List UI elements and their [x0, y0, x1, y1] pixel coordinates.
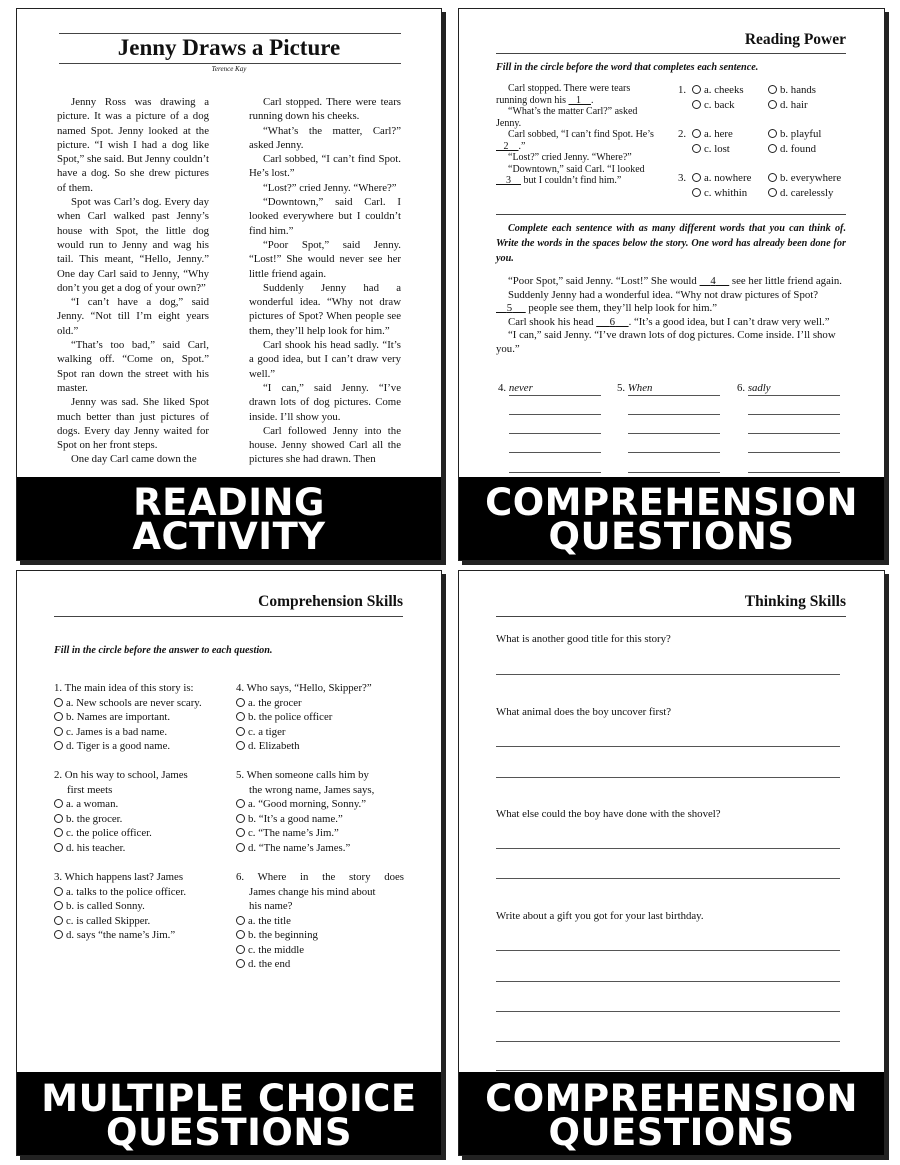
- answer-line[interactable]: [496, 1041, 840, 1042]
- paragraph: Carl shook his head sadly. “It’s a good idea, but I can’t draw very well.”: [249, 339, 401, 380]
- heading-rule: [496, 616, 846, 617]
- question-1: 1. The main idea of this story is: a. New schools are never scary. b. Names are important. c. James is a bad name. d. Tiger is a good name.: [54, 682, 202, 752]
- answer-line[interactable]: [748, 414, 840, 415]
- answer-line[interactable]: [496, 848, 840, 849]
- paragraph: “Downtown,” said Carl. I looked everywhere but I couldn’t find him.”: [249, 196, 401, 237]
- radio-circle[interactable]: [692, 188, 701, 197]
- thinking-question: What is another good title for this story?: [496, 633, 671, 645]
- blank-number: 2: [503, 140, 509, 152]
- paragraph: Jenny was sad. She liked Spot much better than just pictures of dogs. Every day Jenny waited for Spot on her front steps.: [57, 396, 209, 452]
- answer-line[interactable]: [748, 433, 840, 434]
- paragraph: Suddenly Jenny had a wonderful idea. “Why not draw pictures of Spot? When people see them, they’ll help look for him.”: [249, 281, 401, 337]
- story-author: Terence Kay: [211, 65, 247, 73]
- answer-5: 5. When: [617, 382, 653, 394]
- heading-rule: [54, 616, 403, 617]
- answer-line[interactable]: [496, 1070, 840, 1071]
- answer-line[interactable]: [496, 981, 840, 982]
- answer-6: 6. sadly: [737, 382, 771, 394]
- radio-circle[interactable]: [768, 129, 777, 138]
- radio-circle[interactable]: [768, 100, 777, 109]
- answer-line[interactable]: [509, 414, 601, 415]
- title-rule-bottom: [59, 63, 401, 64]
- radio-circle[interactable]: [54, 828, 63, 837]
- radio-circle[interactable]: [236, 727, 245, 736]
- question-4: 4. Who says, “Hello, Skipper?” a. the grocer b. the police officer c. a tiger d. Elizabeth: [236, 682, 372, 752]
- heading-rule: [496, 53, 846, 54]
- question-2: 2. On his way to school, James first meets a. a woman. b. the grocer. c. the police officer. d. his teacher.: [54, 769, 188, 854]
- radio-circle[interactable]: [236, 828, 245, 837]
- paragraph: Jenny Ross was drawing a picture. It was a picture of a dog named Spot. Jenny looked at the picture. “I wish I had a dog like Spot,” she said. But Jenny couldn’t have a dog. So she drew pictures of them.: [57, 96, 209, 194]
- answer-line[interactable]: [628, 395, 720, 396]
- instruction: Fill in the circle before the answer to each question.: [54, 645, 273, 656]
- radio-circle[interactable]: [236, 959, 245, 968]
- section-heading: Reading Power: [744, 31, 846, 48]
- radio-circle[interactable]: [236, 843, 245, 852]
- banner-line: QUESTIONS: [548, 515, 795, 558]
- radio-circle[interactable]: [692, 100, 701, 109]
- blank-number: 6: [609, 315, 616, 328]
- answer-line[interactable]: [509, 472, 601, 473]
- paragraph: “That’s too bad,” said Carl, walking off. “Come on, Spot.” Spot ran down the street with his master.: [57, 339, 209, 394]
- paragraph: Carl sobbed, “I can’t find Spot. He’s lost.”: [249, 153, 401, 180]
- paragraph: “What’s the matter, Carl?” asked Jenny.: [249, 124, 401, 151]
- panel-banner: [459, 1072, 884, 1155]
- banner-line: ACTIVITY: [132, 515, 326, 558]
- answer-line[interactable]: [496, 878, 840, 879]
- radio-circle[interactable]: [54, 727, 63, 736]
- banner-line: COMPREHENSION: [485, 1077, 858, 1120]
- radio-circle[interactable]: [54, 814, 63, 823]
- question-5: 5. When someone calls him by the wrong name, James says, a. “Good morning, Sonny.” b. “It’s a good name.” c. “The name’s Jim.” d. “The name’s James.”: [236, 769, 375, 854]
- radio-circle[interactable]: [54, 901, 63, 910]
- question-6: 6. Where in the story does James change his mind about his name? a. the title b. the beginning c. the middle d. the end: [236, 871, 404, 970]
- radio-circle[interactable]: [236, 799, 245, 808]
- radio-circle[interactable]: [54, 799, 63, 808]
- paragraph: “Poor Spot,” said Jenny. “Lost!” She would never see her little friend again.: [249, 238, 401, 280]
- reading-activity-panel: [16, 8, 442, 561]
- radio-circle[interactable]: [692, 129, 701, 138]
- option-group: 1. a. cheeks b. hands c. back d. hair 2. a. here b. playful c. lost d. found 3. a. nowhere b. everywhere c. whithin d. carelessly: [678, 84, 842, 199]
- answer-line[interactable]: [628, 472, 720, 473]
- answer-line[interactable]: [496, 746, 840, 747]
- cloze-passage: Carl stopped. There were tears running down his 1 . “What’s the matter Carl?” asked Jenny. Carl sobbed, “I can’t find Spot. He’s 2 .” “Lost?” cried Jenny. “Where?” “Downtown,” said Carl. “I looked 3 but I couldn’t find him.”: [496, 83, 654, 186]
- blank-number: 3: [506, 175, 511, 186]
- radio-circle[interactable]: [54, 887, 63, 896]
- answer-line[interactable]: [509, 395, 601, 396]
- radio-circle[interactable]: [768, 188, 777, 197]
- answer-line[interactable]: [496, 950, 840, 951]
- answer-4: 4. never: [498, 382, 533, 394]
- answer-line[interactable]: [496, 1011, 840, 1012]
- thinking-question: What animal does the boy uncover first?: [496, 706, 672, 718]
- paragraph: Carl followed Jenny into the house. Jenny showed Carl all the pictures she had drawn. Then: [249, 424, 401, 466]
- answer-line[interactable]: [748, 395, 840, 396]
- section-rule: [496, 214, 846, 215]
- story-column-left: [57, 95, 209, 467]
- paragraph: Spot was Carl’s dog. Every day when Carl walked past Jenny’s house with Spot, the little dog would run to Jenny and wag his tail. This meant, “Hello, Jenny.” One day Carl said to Jenny, “Why don’t you get a dog of your own?”: [57, 196, 209, 294]
- radio-circle[interactable]: [768, 173, 777, 182]
- radio-circle[interactable]: [54, 712, 63, 721]
- answer-line[interactable]: [509, 452, 601, 453]
- radio-circle[interactable]: [236, 814, 245, 823]
- radio-circle[interactable]: [236, 916, 245, 925]
- radio-circle[interactable]: [768, 144, 777, 153]
- answer-line[interactable]: [628, 452, 720, 453]
- panel-banner: [459, 477, 884, 560]
- paragraph: “Lost?” cried Jenny. “Where?”: [263, 181, 397, 194]
- radio-circle[interactable]: [692, 173, 701, 182]
- thinking-question: Write about a gift you got for your last birthday.: [496, 910, 704, 922]
- blank-number: 4: [710, 275, 716, 287]
- instruction: Complete each sentence with as many different words that you can think of. Write the words in the spaces below the story. One word has already been done for you.: [496, 223, 846, 264]
- panel-banner: [17, 1072, 441, 1155]
- radio-circle[interactable]: [54, 741, 63, 750]
- radio-circle[interactable]: [54, 916, 63, 925]
- section-heading: Comprehension Skills: [258, 593, 403, 610]
- reading-power-panel: [458, 8, 885, 561]
- answer-line[interactable]: [496, 674, 840, 675]
- radio-circle[interactable]: [692, 144, 701, 153]
- banner-line: READING: [133, 481, 325, 524]
- paragraph: “I can,” said Jenny. “I’ve drawn lots of dog pictures. Come inside. I’ll show you.: [249, 381, 401, 423]
- radio-circle[interactable]: [692, 85, 701, 94]
- title-rule-top: [59, 33, 401, 34]
- thinking-question: What else could the boy have done with the shovel?: [496, 808, 721, 820]
- radio-circle[interactable]: [54, 843, 63, 852]
- banner-line: MULTIPLE CHOICE: [41, 1077, 417, 1120]
- comprehension-skills-panel: [16, 570, 442, 1156]
- radio-circle[interactable]: [54, 698, 63, 707]
- instruction: Fill in the circle before the word that completes each sentence.: [496, 62, 759, 73]
- answer-line[interactable]: [509, 433, 601, 434]
- radio-circle[interactable]: [236, 945, 245, 954]
- panel-banner: [17, 477, 441, 560]
- blank-number: 1: [576, 94, 581, 106]
- thinking-skills-panel: [458, 570, 885, 1156]
- answer-line[interactable]: [628, 433, 720, 434]
- paragraph: One day Carl came down the: [71, 453, 197, 466]
- radio-circle[interactable]: [768, 85, 777, 94]
- radio-circle[interactable]: [236, 698, 245, 707]
- story-column-right: [249, 95, 401, 467]
- story-title: Jenny Draws a Picture: [117, 35, 341, 60]
- answer-line[interactable]: [628, 414, 720, 415]
- story-excerpt: “Poor Spot,” said Jenny. “Lost!” She would 4 see her little friend again. Suddenly Jenny had a wonderful idea. “Why not draw pictures of Spot? 5 people see them, they’ll help look for him.” Carl shook his head 6 . “It’s a good idea, but I can’t draw very well.” “I can,” said Jenny. “I’ve drawn lots of dog pictures. Come inside. I’ll show you.”: [496, 275, 842, 355]
- question-3: 3. Which happens last? James a. talks to the police officer. b. is called Sonny. c. is called Skipper. d. says “the name’s Jim.”: [54, 871, 187, 941]
- paragraph: “I can’t have a dog,” said Jenny. “Not till I’m eight years old.”: [57, 296, 209, 337]
- banner-line: QUESTIONS: [106, 1111, 352, 1154]
- paragraph: Carl stopped. There were tears running down his cheeks.: [249, 96, 401, 123]
- banner-line: QUESTIONS: [548, 1111, 795, 1154]
- radio-circle[interactable]: [236, 712, 245, 721]
- blank-number: 5: [506, 302, 513, 314]
- answer-line[interactable]: [748, 472, 840, 473]
- answer-line[interactable]: [496, 777, 840, 778]
- banner-line: COMPREHENSION: [485, 481, 858, 524]
- radio-circle[interactable]: [236, 930, 245, 939]
- radio-circle[interactable]: [236, 741, 245, 750]
- answer-line[interactable]: [748, 452, 840, 453]
- radio-circle[interactable]: [54, 930, 63, 939]
- section-heading: Thinking Skills: [744, 593, 846, 610]
